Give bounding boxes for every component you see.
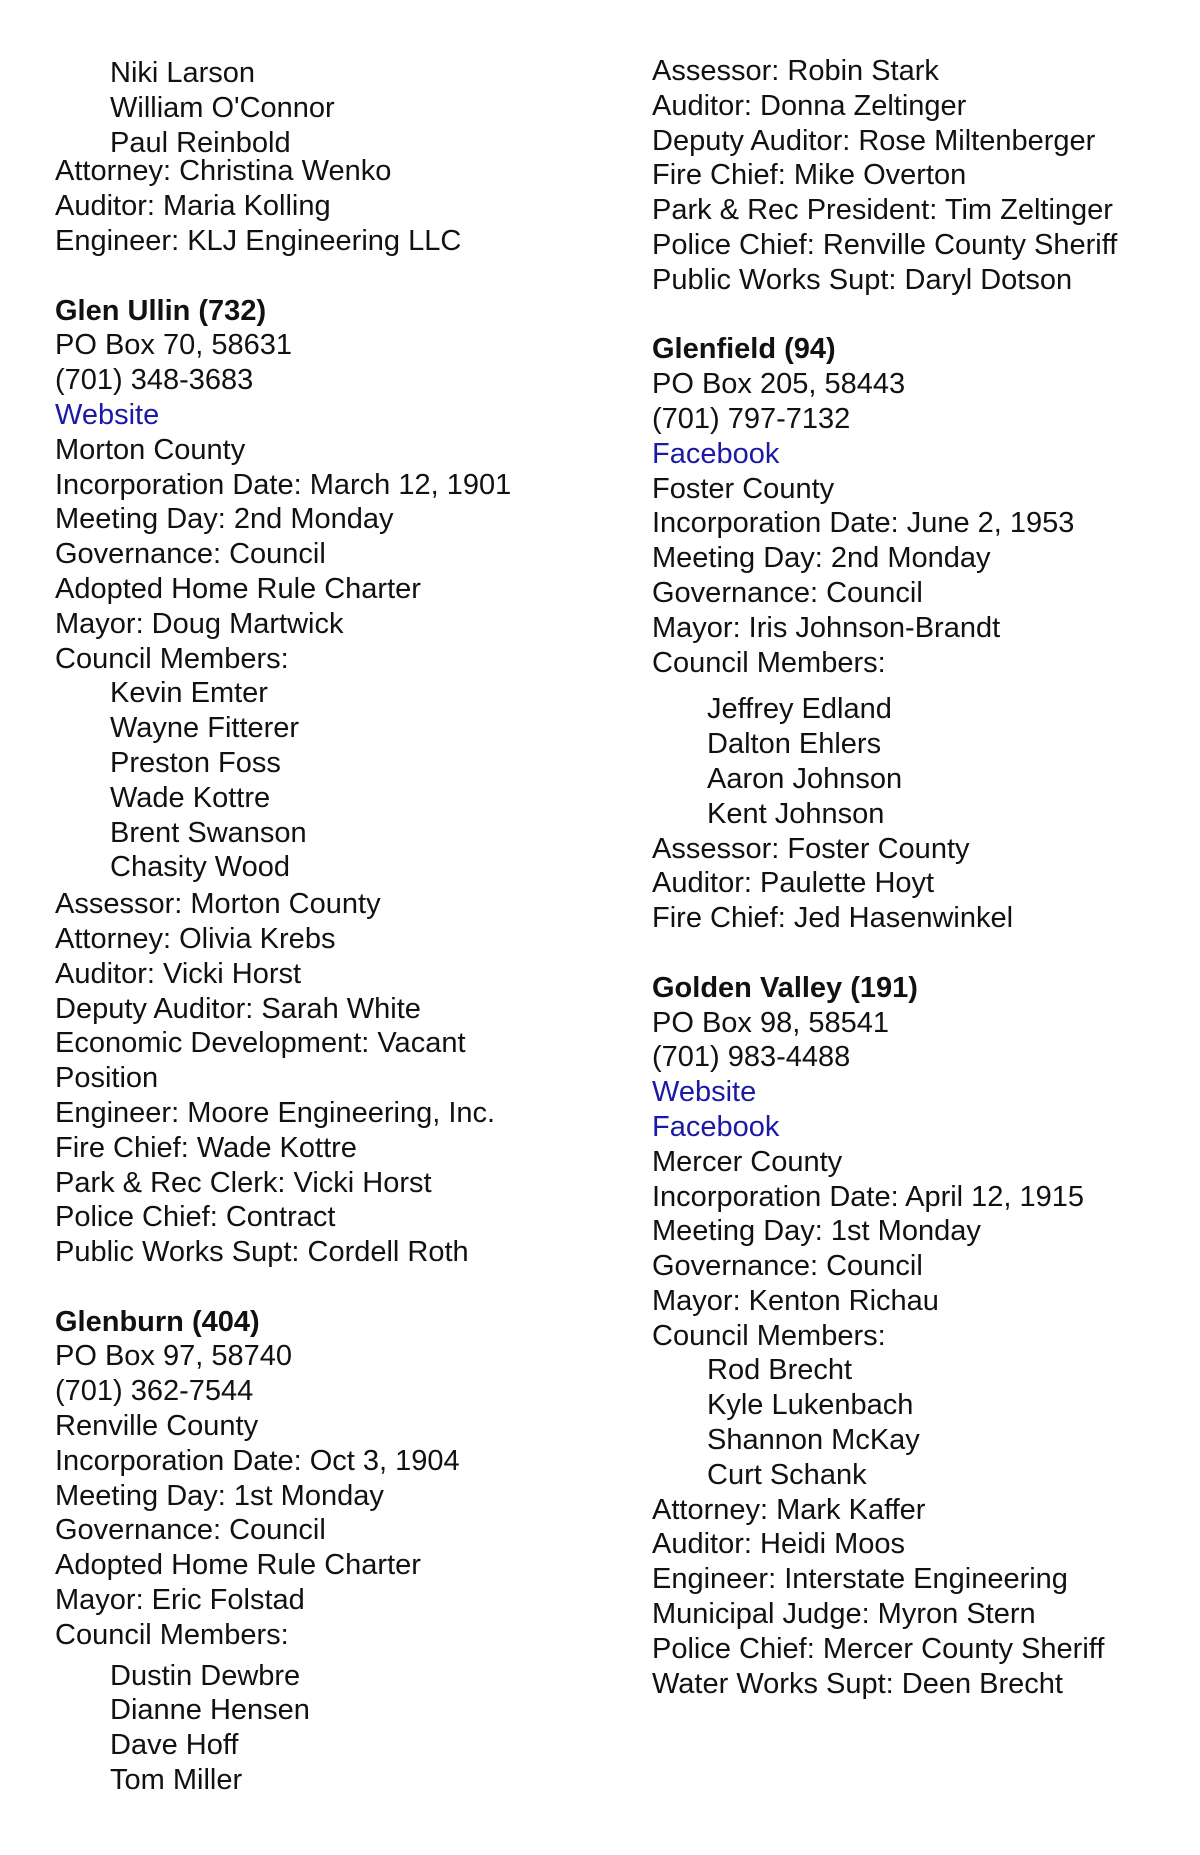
entry-address: PO Box 205, 58443: [652, 368, 906, 401]
member-name: Paul Reinbold: [110, 126, 291, 159]
facebook-link[interactable]: Facebook: [652, 1110, 780, 1143]
official-line: Assessor: Morton County: [55, 888, 381, 921]
entry-detail: Meeting Day: 2nd Monday: [55, 503, 394, 536]
entry-detail: Morton County: [55, 433, 246, 466]
entry-detail: Mayor: Iris Johnson-Brandt: [652, 611, 1001, 644]
entry-title: Glenburn (404): [55, 1305, 260, 1338]
entry-detail: Mayor: Kenton Richau: [652, 1284, 939, 1317]
official-line: Engineer: KLJ Engineering LLC: [55, 224, 462, 257]
official-line: Engineer: Moore Engineering, Inc.: [55, 1096, 496, 1129]
member-name: Kent Johnson: [707, 797, 885, 830]
member-name: Rod Brecht: [707, 1354, 853, 1387]
entry-detail: Mercer County: [652, 1145, 843, 1178]
left-column: [55, 56, 615, 1798]
member-name: Preston Foss: [110, 746, 281, 779]
member-name: Dave Hoff: [110, 1729, 239, 1762]
official-line: Assessor: Foster County: [652, 832, 970, 865]
entry-detail: Incorporation Date: April 12, 1915: [652, 1180, 1085, 1213]
entry-detail: Incorporation Date: June 2, 1953: [652, 507, 1075, 540]
official-line: Auditor: Donna Zeltinger: [652, 89, 967, 122]
official-line: Engineer: Interstate Engineering: [652, 1563, 1068, 1596]
member-name: Dustin Dewbre: [110, 1659, 301, 1692]
entry-detail: Incorporation Date: March 12, 1901: [55, 468, 512, 501]
continued-officials: [652, 54, 1200, 298]
entry-detail: Incorporation Date: Oct 3, 1904: [55, 1444, 460, 1477]
entry-address: PO Box 98, 58541: [652, 1006, 889, 1039]
official-line: Assessor: Robin Stark: [652, 55, 939, 87]
official-line: Attorney: Olivia Krebs: [55, 922, 336, 955]
entry-detail: Council Members:: [55, 1618, 289, 1651]
official-line: Fire Chief: Mike Overton: [652, 159, 967, 192]
official-line: Public Works Supt: Cordell Roth: [55, 1236, 469, 1269]
member-name: Brent Swanson: [110, 816, 307, 849]
official-line: Public Works Supt: Daryl Dotson: [652, 263, 1073, 296]
entry-detail: Meeting Day: 2nd Monday: [652, 542, 991, 575]
official-line: Auditor: Maria Kolling: [55, 190, 331, 223]
official-line: Police Chief: Mercer County Sheriff: [652, 1632, 1105, 1665]
member-name: Jeffrey Edland: [707, 693, 892, 726]
official-line: Park & Rec Clerk: Vicki Horst: [55, 1166, 432, 1199]
entry-golden-valley: [652, 971, 1200, 1702]
official-line: Auditor: Paulette Hoyt: [652, 867, 935, 900]
official-line: Auditor: Vicki Horst: [55, 957, 302, 990]
member-name: Shannon McKay: [707, 1424, 920, 1457]
official-line: Fire Chief: Wade Kottre: [55, 1131, 357, 1164]
member-name: Chasity Wood: [110, 851, 290, 884]
official-line: Police Chief: Renville County Sheriff: [652, 228, 1118, 261]
entry-address: PO Box 97, 58740: [55, 1340, 292, 1373]
member-name: Niki Larson: [110, 57, 256, 89]
official-line: Police Chief: Contract: [55, 1201, 336, 1234]
entry-phone: (701) 362-7544: [55, 1375, 254, 1408]
member-name: Kyle Lukenbach: [707, 1389, 914, 1422]
official-line: Water Works Supt: Deen Brecht: [652, 1667, 1063, 1700]
entry-detail: Council Members:: [55, 642, 289, 675]
entry-detail: Council Members:: [652, 646, 886, 679]
entry-title: Glenfield (94): [652, 333, 836, 366]
continued-member-list: [55, 56, 615, 160]
official-line: Attorney: Mark Kaffer: [652, 1493, 926, 1526]
entry-phone: (701) 797-7132: [652, 402, 851, 435]
official-line: Auditor: Heidi Moos: [652, 1528, 906, 1561]
entry-detail: Governance: Council: [652, 1250, 923, 1283]
entry-detail: Adopted Home Rule Charter: [55, 572, 421, 605]
official-line: Park & Rec President: Tim Zeltinger: [652, 194, 1113, 227]
entry-detail: Governance: Council: [652, 576, 923, 609]
entry-detail: Council Members:: [652, 1319, 886, 1352]
member-name: Kevin Emter: [110, 677, 268, 710]
entry-detail: Meeting Day: 1st Monday: [652, 1215, 981, 1248]
facebook-link[interactable]: Facebook: [652, 437, 780, 470]
entry-phone: (701) 983-4488: [652, 1041, 851, 1074]
entry-detail: Meeting Day: 1st Monday: [55, 1479, 384, 1512]
member-name: Tom Miller: [110, 1764, 243, 1797]
official-line: Position: [55, 1062, 159, 1095]
entry-title: Golden Valley (191): [652, 971, 918, 1004]
official-line: Deputy Auditor: Sarah White: [55, 992, 421, 1025]
entry-glenburn: [55, 1305, 615, 1798]
member-name: Wade Kottre: [110, 781, 271, 814]
entry-detail: Mayor: Doug Martwick: [55, 607, 344, 640]
entry-detail: Mayor: Eric Folstad: [55, 1584, 305, 1617]
official-line: Economic Development: Vacant: [55, 1027, 466, 1060]
entry-title: Glen Ullin (732): [55, 294, 267, 327]
member-name: Wayne Fitterer: [110, 712, 300, 745]
entry-detail: Adopted Home Rule Charter: [55, 1549, 421, 1582]
entry-phone: (701) 348-3683: [55, 364, 254, 397]
entry-detail: Foster County: [652, 472, 835, 505]
member-name: Curt Schank: [707, 1458, 867, 1491]
official-line: Attorney: Christina Wenko: [55, 155, 392, 188]
website-link[interactable]: Website: [55, 398, 160, 431]
website-link[interactable]: Website: [652, 1076, 757, 1109]
entry-glenfield: [652, 332, 1200, 936]
member-name: Dianne Hensen: [110, 1694, 310, 1727]
member-name: Aaron Johnson: [707, 762, 903, 795]
official-line: Deputy Auditor: Rose Miltenberger: [652, 124, 1096, 157]
official-line: Municipal Judge: Myron Stern: [652, 1598, 1036, 1631]
entry-detail: Renville County: [55, 1410, 259, 1443]
entry-detail: Governance: Council: [55, 1514, 326, 1547]
entry-detail: Governance: Council: [55, 538, 326, 571]
official-line: Fire Chief: Jed Hasenwinkel: [652, 902, 1014, 935]
member-name: Dalton Ehlers: [707, 728, 882, 761]
continued-officials: [55, 154, 615, 258]
member-name: William O'Connor: [110, 91, 335, 124]
entry-glen-ullin: [55, 294, 615, 1270]
right-column: [652, 54, 1200, 1701]
entry-address: PO Box 70, 58631: [55, 329, 292, 362]
